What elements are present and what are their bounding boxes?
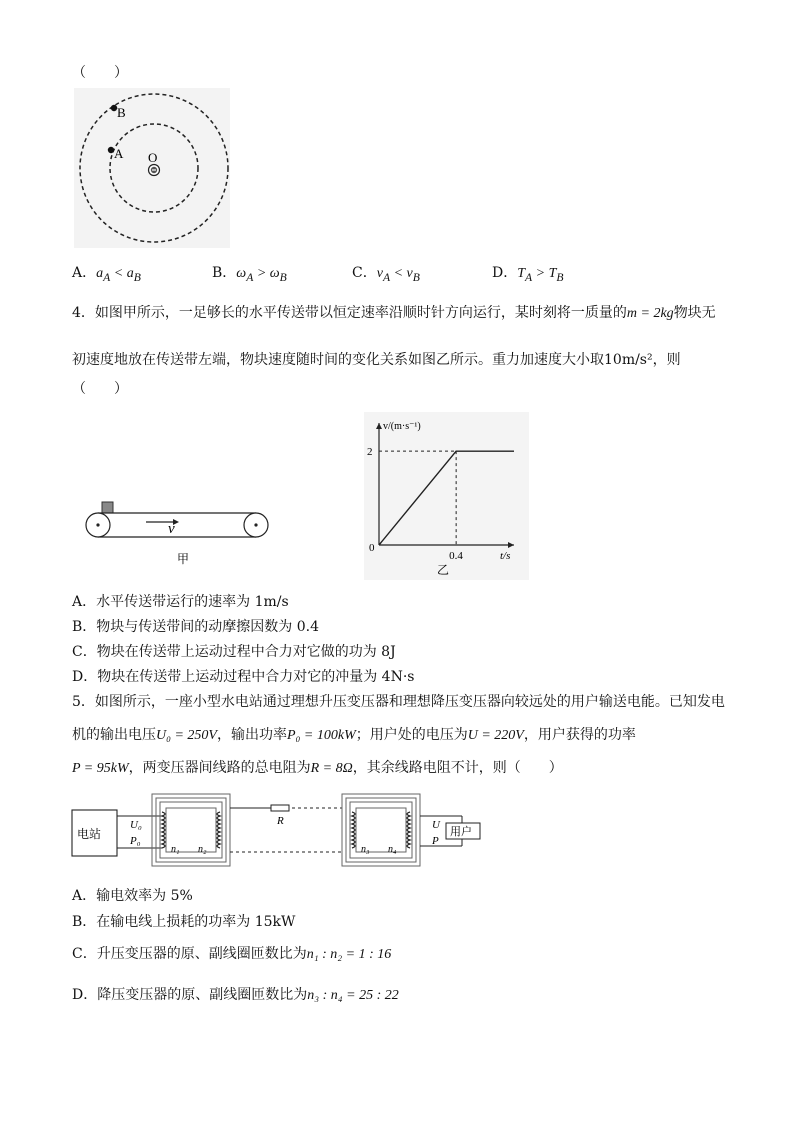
y-tick-label: 2 [367,446,373,459]
vt-chart [364,412,529,580]
q4-answer-bracket: （ ） [72,381,128,397]
origin-label: 0 [369,542,375,554]
q4-option-b[interactable]: B．物块与传送带间的动摩擦因数为 0.4 [72,619,320,635]
q5-option-c[interactable]: C．升压变压器的原、副线圈匝数比为n₁ : n₂ = 1 : 16 [72,946,392,962]
q5-option-a[interactable]: A．输电效率为 5% [72,888,193,904]
block [102,502,113,513]
q3-option-d[interactable]: D．$T_A > T_B$ [492,265,564,284]
x-axis-label: t/s [500,550,511,562]
transmission-circuit [70,790,510,870]
q5-option-b[interactable]: B．在输电线上损耗的功率为 15kW [72,914,296,930]
p0-label: P₀ [130,835,141,847]
q3-option-a[interactable]: A．$a_A < a_B$ [72,265,141,284]
q3-answer-bracket: （ ） [72,65,128,81]
station-label: 电站 [77,827,102,841]
q3-option-c[interactable]: C．$v_A < v_B$ [352,265,420,284]
q5-option-d[interactable]: D．降压变压器的原、副线圈匝数比为n₃ : n₄ = 25 : 22 [72,987,399,1003]
caption-yi: 乙 [437,563,450,577]
conveyor-figure [78,495,273,570]
n3-label: n₃ [361,844,370,855]
center-charge-icon [149,165,160,176]
q3-orbit-figure [74,88,230,248]
p-label: P [432,835,439,847]
y-axis-label: v/(m·s⁻¹) [383,421,421,432]
q4-option-d[interactable]: D．物块在传送带上运动过程中合力对它的冲量为 4N·s [72,669,415,685]
label-o: O [148,150,158,165]
n1-label: n₁ [171,844,180,855]
q3-option-b[interactable]: B．$\omega_A > \omega_B$ [212,265,287,284]
n4-label: n₄ [388,844,397,855]
q4-stem-line2: 初速度地放在传送带左端，物块速度随时间的变化关系如图乙所示。重力加速度大小取10m/s²，则 [72,352,681,368]
x-tick-label: 0.4 [449,550,463,562]
caption-jia: 甲 [177,552,190,566]
q5-stem-line2: 机的输出电压U₀ = 250V，输出功率P₀ = 100kW；用户处的电压为U = 220V，用户获得的功率 [72,727,636,743]
velocity-label: v [168,521,175,537]
q5-stem-line3: P = 95kW，两变压器间线路的总电阻为R = 8Ω，其余线路电阻不计，则（ ） [72,760,563,776]
u-label: U [432,819,440,831]
label-a: A [114,146,124,161]
q4-option-c[interactable]: C．物块在传送带上运动过程中合力对它做的功为 8J [72,644,396,660]
resistor-r [271,805,289,811]
q4-stem-line1: 4．如图甲所示，一足够长的水平传送带以恒定速率沿顺时针方向运行，某时刻将一质量的m = 2kg物块无 [72,305,716,321]
r-label: R [277,815,284,827]
u0-label: U₀ [130,819,142,831]
label-b: B [117,105,126,120]
q4-option-a[interactable]: A．水平传送带运行的速率为 1m/s [72,594,289,610]
step-up-transformer [152,794,230,866]
user-label: 用户 [450,826,472,838]
q5-stem-line1: 5．如图所示，一座小型水电站通过理想升压变压器和理想降压变压器向较远处的用户输送电能。已知发电 [72,694,725,710]
n2-label: n₂ [198,844,207,855]
step-down-transformer [342,794,420,866]
